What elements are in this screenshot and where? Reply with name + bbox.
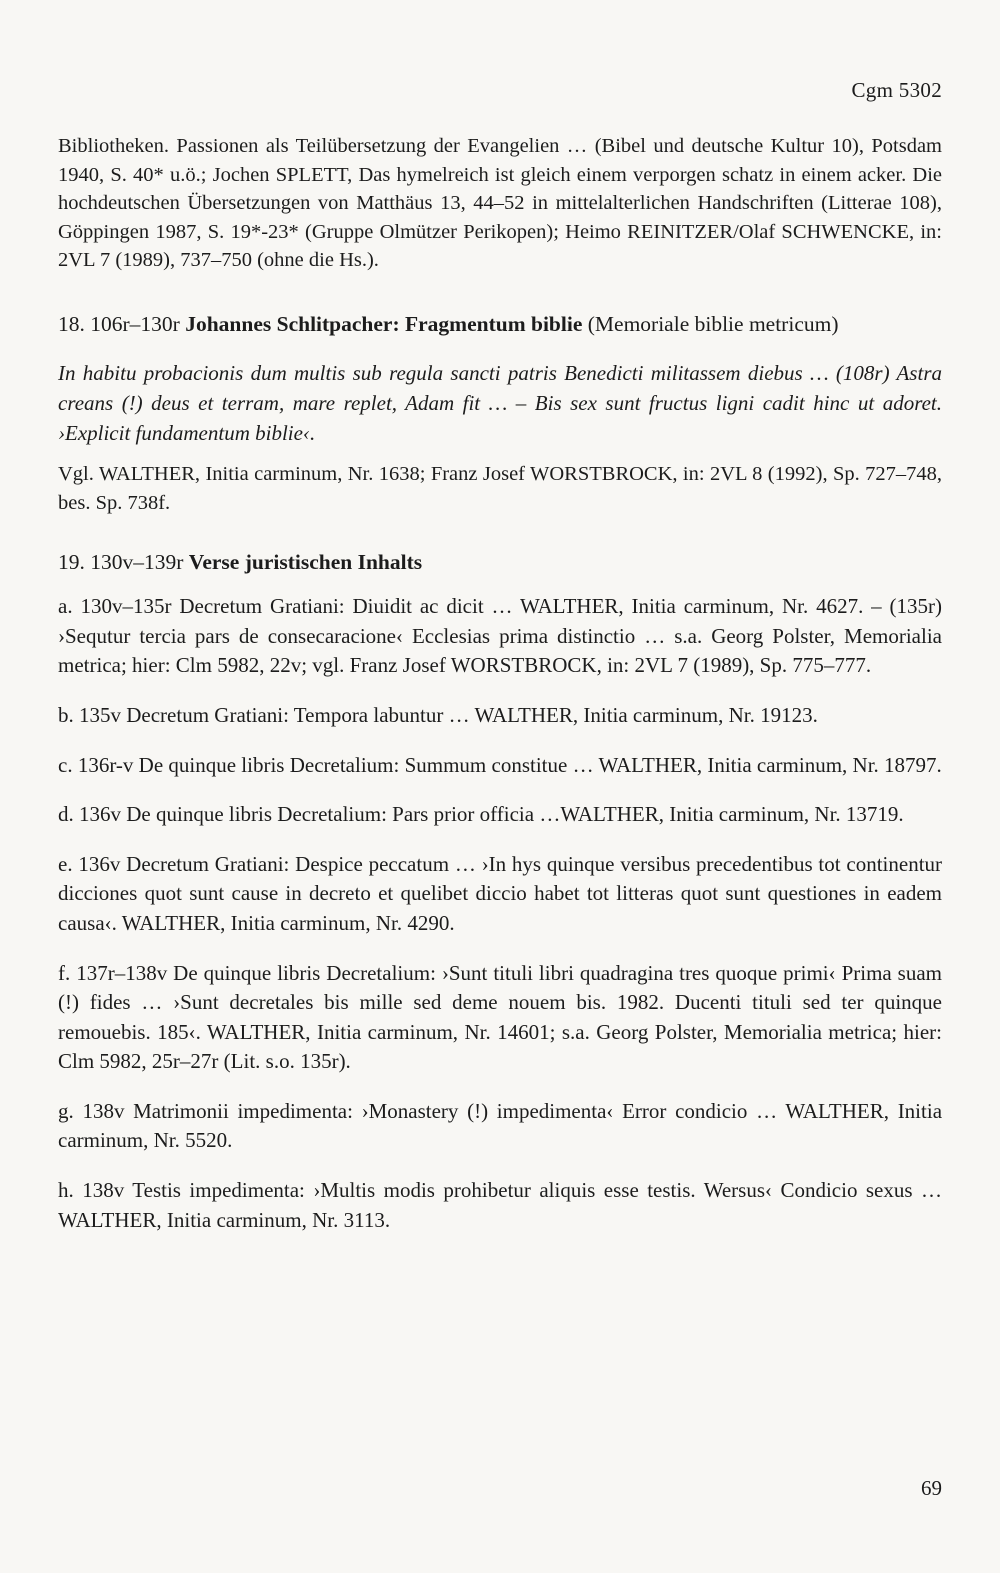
subitem [58,1176,942,1235]
subitem-label: a. [58,594,73,619]
subitem-range: 136r-v [77,752,134,777]
intro-line: Handschriften (Litterae 108), Göppingen 1987, S. 19*-23* (Gruppe Olmützer Perikopen); [58,192,943,243]
item-19 [58,547,942,1235]
subitem-label: c. [58,752,73,777]
subitem-text: Decretum Gratiani: Diuidit ac dicit … WALTHER, Initia carminum, Nr. 4627. – (135r) ›Sequtur tercia pars de consecaracione‹ Ecclesias prima distinctio … s.a. Georg Polster, Memorialia metrica; hier: Clm 5982, 22v; vgl. Franz Josef WORSTBROCK, in: 2VL 7 (1989), Sp. 775–777. [58,594,943,678]
item-number: 18. [58,311,85,336]
folio-range: 106r–130r [90,311,180,336]
subitem [58,959,942,1077]
item-number: 19. [58,550,85,575]
subitem [58,751,942,781]
subitem-text: De quinque libris Decretalium: Pars prior officia …WALTHER, Initia carminum, Nr. 13719. [126,802,904,827]
folio-range: 130v–139r [90,550,184,575]
item-18-references: Vgl. WALTHER, Initia carminum, Nr. 1638; Franz Josef WORSTBROCK, in: 2VL 8 (1992), Sp. 727–748, bes. Sp. 738f. [58,462,942,514]
subitem-label: b. [58,702,74,727]
subitem-label: h. [58,1178,74,1203]
page-number: 69 [921,1476,942,1500]
subitem-range: 138v [82,1098,125,1123]
subitem-text: Decretum Gratiani: Despice peccatum … ›In hys quinque versibus precedentibus tot continentur dicciones quot sunt cause in decreto et quelibet diccio habet tot litteras quot sunt questiones in eadem causa‹. WALTHER, Initia carminum, Nr. 4290. [58,851,943,935]
subitem-text: Matrimonii impedimenta: ›Monastery (!) impedimenta‹ Error condicio … WALTHER, Initia carminum, Nr. 5520. [58,1098,943,1153]
subitem-label: g. [58,1098,74,1123]
subitem-text: De quinque libris Decretalium: ›Sunt tituli libri quadragina tres quoque primi‹ Prima suam (!) fides … ›Sunt decretales bis mille sed deme nouem bis. 1982. Ducenti tituli sed ter quinque remouebis. 185‹. WALTHER, Initia carminum, Nr. 14601; s.a. Georg Polster, Memorialia metrica; hier: Clm 5982, 25r–27r (Lit. s.o. 135r). [58,960,943,1074]
intro-line: Potsdam 1940, S. 40* u.ö.; Jochen SPLETT, Das hymelreich ist gleich einem verporgen schatz [58,135,942,186]
page-body [58,132,942,1235]
subitem-text: Decretum Gratiani: Tempora labuntur … WALTHER, Initia carminum, Nr. 19123. [126,702,818,727]
subitem-label: d. [58,802,74,827]
subitem-range: 136v [78,851,121,876]
intro-line: Heimo REINITZER/Olaf SCHWENCKE, in: 2VL 7 (1989), 737–750 (ohne die Hs.). [58,220,942,272]
subitem-label: e. [58,851,73,876]
subitem [58,1097,942,1156]
subitem-text: Testis impedimenta: ›Multis modis prohibetur aliquis esse testis. Wersus‹ Condicio sexus … WALTHER, Initia carminum, Nr. 3113. [58,1178,942,1232]
intro-paragraph [58,132,942,275]
subitem-range: 138v [82,1178,125,1203]
item-title: Johannes Schlitpacher: Fragmentum biblie [185,311,583,336]
subitem-range: 136v [79,802,121,827]
subitem-range: 135v [79,702,121,727]
item-18-heading [58,309,942,340]
intro-line: in einem acker. Die hochdeutschen Übersetzungen von Matthäus 13, 44–52 in mittelalterlichen [58,163,942,215]
subitem [58,701,942,731]
subitem-range: 130v–135r [80,594,172,619]
item-18-incipit: In habitu probacionis dum multis sub regula sancti patris Benedicti militassem diebus … (108r) Astra creans (!) deus et terram, mare replet, Adam fit … – Bis sex sunt fructus ligni cadit hinc ut adoret. ›Explicit fundamentum biblie‹. [58,360,942,445]
running-header: Cgm 5302 [851,78,942,102]
subitem-range: 137r–138v [76,960,168,985]
item-18 [58,309,942,517]
subitem [58,850,942,939]
subitem-label: f. [58,960,71,985]
subitem [58,592,942,681]
intro-line: Bibliotheken. Passionen als Teilübersetzung der Evangelien … (Bibel und deutsche Kultur 10), [58,135,864,157]
subitem [58,800,942,830]
item-subtitle: (Memoriale biblie metricum) [587,311,839,336]
item-title: Verse juristischen Inhalts [188,550,423,575]
subitem-text: De quinque libris Decretalium: Summum constitue … WALTHER, Initia carminum, Nr. 18797. [138,752,942,777]
item-19-heading [58,547,942,578]
